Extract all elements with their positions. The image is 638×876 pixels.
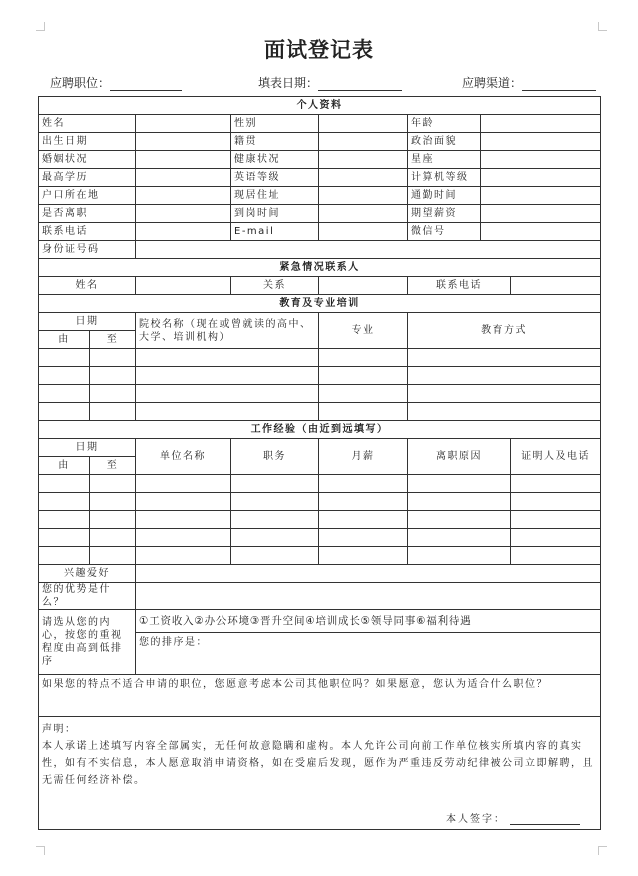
label-emergency-name: 姓名	[39, 277, 136, 295]
work-reason-cell[interactable]	[408, 511, 511, 529]
work-salary-cell[interactable]	[319, 529, 408, 547]
label-emergency-relation: 关系	[231, 277, 319, 295]
label-gender: 性别	[231, 115, 319, 133]
label-wechat: 微信号	[408, 223, 481, 241]
date-input-line[interactable]	[318, 77, 402, 91]
input-education[interactable]	[136, 169, 231, 187]
input-email[interactable]	[319, 223, 408, 241]
input-english[interactable]	[319, 169, 408, 187]
work-company-cell[interactable]	[136, 547, 231, 565]
label-edu-from: 由	[39, 331, 90, 349]
edu-major-cell[interactable]	[319, 367, 408, 385]
corner-mark	[36, 846, 45, 855]
work-from-cell[interactable]	[39, 493, 90, 511]
section-education: 教育及专业培训	[39, 295, 601, 313]
table-row	[39, 529, 601, 547]
section-personal: 个人资料	[39, 97, 601, 115]
label-health: 健康状况	[231, 151, 319, 169]
label-work-company: 单位名称	[136, 439, 231, 475]
work-reference-cell[interactable]	[511, 547, 601, 565]
corner-mark	[598, 846, 607, 855]
label-work-reason: 离职原因	[408, 439, 511, 475]
label-native: 籍贯	[231, 133, 319, 151]
work-salary-cell[interactable]	[319, 475, 408, 493]
input-advantage[interactable]	[136, 583, 601, 610]
label-computer: 计算机等级	[408, 169, 481, 187]
edu-major-cell[interactable]	[319, 349, 408, 367]
label-work-from: 由	[39, 457, 90, 475]
corner-mark	[36, 22, 45, 31]
work-salary-cell[interactable]	[319, 547, 408, 565]
work-to-cell[interactable]	[90, 529, 136, 547]
work-to-cell[interactable]	[90, 511, 136, 529]
date-label: 填表日期：	[258, 76, 319, 90]
input-native[interactable]	[319, 133, 408, 151]
work-salary-cell[interactable]	[319, 493, 408, 511]
edu-major-cell[interactable]	[319, 403, 408, 421]
input-resigned[interactable]	[136, 205, 231, 223]
work-position-cell[interactable]	[231, 547, 319, 565]
work-company-cell[interactable]	[136, 529, 231, 547]
label-education: 最高学历	[39, 169, 136, 187]
work-company-cell[interactable]	[136, 511, 231, 529]
input-emergency-phone[interactable]	[511, 277, 601, 295]
signature-label: 本人签字：	[446, 814, 506, 825]
label-address: 现居住址	[231, 187, 319, 205]
table-row	[39, 385, 601, 403]
input-salary[interactable]	[481, 205, 601, 223]
input-health[interactable]	[319, 151, 408, 169]
edu-school-cell[interactable]	[136, 403, 319, 421]
label-edu-mode: 教育方式	[408, 313, 601, 349]
edu-to-cell[interactable]	[90, 367, 136, 385]
work-from-cell[interactable]	[39, 547, 90, 565]
edu-to-cell[interactable]	[90, 349, 136, 367]
label-name: 姓名	[39, 115, 136, 133]
work-position-cell[interactable]	[231, 511, 319, 529]
label-id-number: 身份证号码	[39, 241, 136, 259]
label-edu-school: 院校名称（现在或曾就读的高中、大学、培训机构）	[136, 313, 319, 349]
label-resigned: 是否离职	[39, 205, 136, 223]
input-phone[interactable]	[136, 223, 231, 241]
channel-input-line[interactable]	[522, 77, 596, 91]
label-work-to: 至	[90, 457, 136, 475]
work-salary-cell[interactable]	[319, 511, 408, 529]
position-label: 应聘职位：	[50, 76, 111, 90]
channel-label: 应聘渠道：	[462, 76, 523, 90]
work-position-cell[interactable]	[231, 493, 319, 511]
label-birth: 出生日期	[39, 133, 136, 151]
label-work-date: 日期	[39, 439, 136, 457]
ranking-answer-label: 您的排序是：	[139, 637, 208, 648]
signature-line[interactable]	[510, 814, 580, 825]
section-emergency: 紧急情况联系人	[39, 259, 601, 277]
label-english: 英语等级	[231, 169, 319, 187]
label-phone: 联系电话	[39, 223, 136, 241]
table-row	[39, 403, 601, 421]
declaration-heading: 声明：	[42, 724, 77, 735]
label-work-position: 职务	[231, 439, 319, 475]
label-edu-date: 日期	[39, 313, 136, 331]
edu-mode-cell[interactable]	[408, 385, 601, 403]
label-hobby: 兴趣爱好	[39, 565, 136, 583]
label-political: 政治面貌	[408, 133, 481, 151]
label-emergency-phone: 联系电话	[408, 277, 511, 295]
work-reason-cell[interactable]	[408, 493, 511, 511]
input-commute[interactable]	[481, 187, 601, 205]
label-available: 到岗时间	[231, 205, 319, 223]
label-edu-major: 专业	[319, 313, 408, 349]
label-ranking: 请选从您的内心，按您的重视程度由高到低排序	[39, 610, 136, 675]
input-birth[interactable]	[136, 133, 231, 151]
work-from-cell[interactable]	[39, 475, 90, 493]
position-field	[50, 74, 182, 91]
signature-field	[446, 810, 580, 825]
work-company-cell[interactable]	[136, 475, 231, 493]
edu-to-cell[interactable]	[90, 385, 136, 403]
ranking-options: ①工资收入②办公环境③晋升空间④培训成长⑤领导同事⑥福利待遇	[136, 610, 601, 633]
input-wechat[interactable]	[481, 223, 601, 241]
edu-mode-cell[interactable]	[408, 367, 601, 385]
input-id-number[interactable]	[136, 241, 601, 259]
position-input-line[interactable]	[110, 77, 182, 91]
work-reference-cell[interactable]	[511, 511, 601, 529]
input-hobby[interactable]	[136, 565, 601, 583]
input-emergency-relation[interactable]	[319, 277, 408, 295]
edu-mode-cell[interactable]	[408, 349, 601, 367]
input-hukou[interactable]	[136, 187, 231, 205]
transfer-question: 如果您的特点不适合申请的职位，您愿意考虑本公司其他职位吗？如果愿意，您认为适合什么职位？	[39, 675, 601, 717]
edu-school-cell[interactable]	[136, 349, 319, 367]
work-to-cell[interactable]	[90, 493, 136, 511]
label-hukou: 户口所在地	[39, 187, 136, 205]
input-zodiac[interactable]	[481, 151, 601, 169]
edu-school-cell[interactable]	[136, 367, 319, 385]
edu-to-cell[interactable]	[90, 403, 136, 421]
table-row	[39, 547, 601, 565]
section-work: 工作经验（由近到远填写）	[39, 421, 601, 439]
input-ranking[interactable]	[136, 633, 601, 675]
corner-mark	[598, 22, 607, 31]
input-age[interactable]	[481, 115, 601, 133]
interview-form-table	[38, 96, 601, 830]
work-reason-cell[interactable]	[408, 547, 511, 565]
input-address[interactable]	[319, 187, 408, 205]
label-edu-to: 至	[90, 331, 136, 349]
work-to-cell[interactable]	[90, 475, 136, 493]
work-reason-cell[interactable]	[408, 475, 511, 493]
table-row	[39, 349, 601, 367]
table-row	[39, 475, 601, 493]
work-reference-cell[interactable]	[511, 475, 601, 493]
table-row	[39, 511, 601, 529]
edu-from-cell[interactable]	[39, 349, 90, 367]
edu-mode-cell[interactable]	[408, 403, 601, 421]
label-marital: 婚姻状况	[39, 151, 136, 169]
input-political[interactable]	[481, 133, 601, 151]
edu-school-cell[interactable]	[136, 385, 319, 403]
work-reference-cell[interactable]	[511, 493, 601, 511]
label-age: 年龄	[408, 115, 481, 133]
work-reason-cell[interactable]	[408, 529, 511, 547]
label-commute: 通勤时间	[408, 187, 481, 205]
input-available[interactable]	[319, 205, 408, 223]
date-field	[258, 74, 402, 91]
label-work-salary: 月薪	[319, 439, 408, 475]
edu-major-cell[interactable]	[319, 385, 408, 403]
work-reference-cell[interactable]	[511, 529, 601, 547]
input-computer[interactable]	[481, 169, 601, 187]
work-to-cell[interactable]	[90, 547, 136, 565]
declaration-text: 本人承诺上述填写内容全部属实，无任何故意隐瞒和虚构。本人允许公司向前工作单位核实所填内容的真实性，如有不实信息，本人愿意取消申请资格，如在受雇后发现，愿作为严重违反劳动纪律被公司立即解聘，且无需任何经济补偿。	[42, 741, 594, 786]
work-company-cell[interactable]	[136, 493, 231, 511]
input-name[interactable]	[136, 115, 231, 133]
work-from-cell[interactable]	[39, 511, 90, 529]
input-emergency-name[interactable]	[136, 277, 231, 295]
label-advantage: 您的优势是什么？	[39, 583, 136, 610]
page-title: 面试登记表	[264, 37, 374, 62]
table-row	[39, 367, 601, 385]
edu-from-cell[interactable]	[39, 367, 90, 385]
label-zodiac: 星座	[408, 151, 481, 169]
edu-from-cell[interactable]	[39, 403, 90, 421]
label-email: E-mail	[231, 223, 319, 241]
table-row	[39, 493, 601, 511]
channel-field	[462, 74, 596, 91]
work-position-cell[interactable]	[231, 529, 319, 547]
work-from-cell[interactable]	[39, 529, 90, 547]
work-position-cell[interactable]	[231, 475, 319, 493]
input-gender[interactable]	[319, 115, 408, 133]
label-work-reference: 证明人及电话	[511, 439, 601, 475]
edu-from-cell[interactable]	[39, 385, 90, 403]
label-salary: 期望薪资	[408, 205, 481, 223]
input-marital[interactable]	[136, 151, 231, 169]
